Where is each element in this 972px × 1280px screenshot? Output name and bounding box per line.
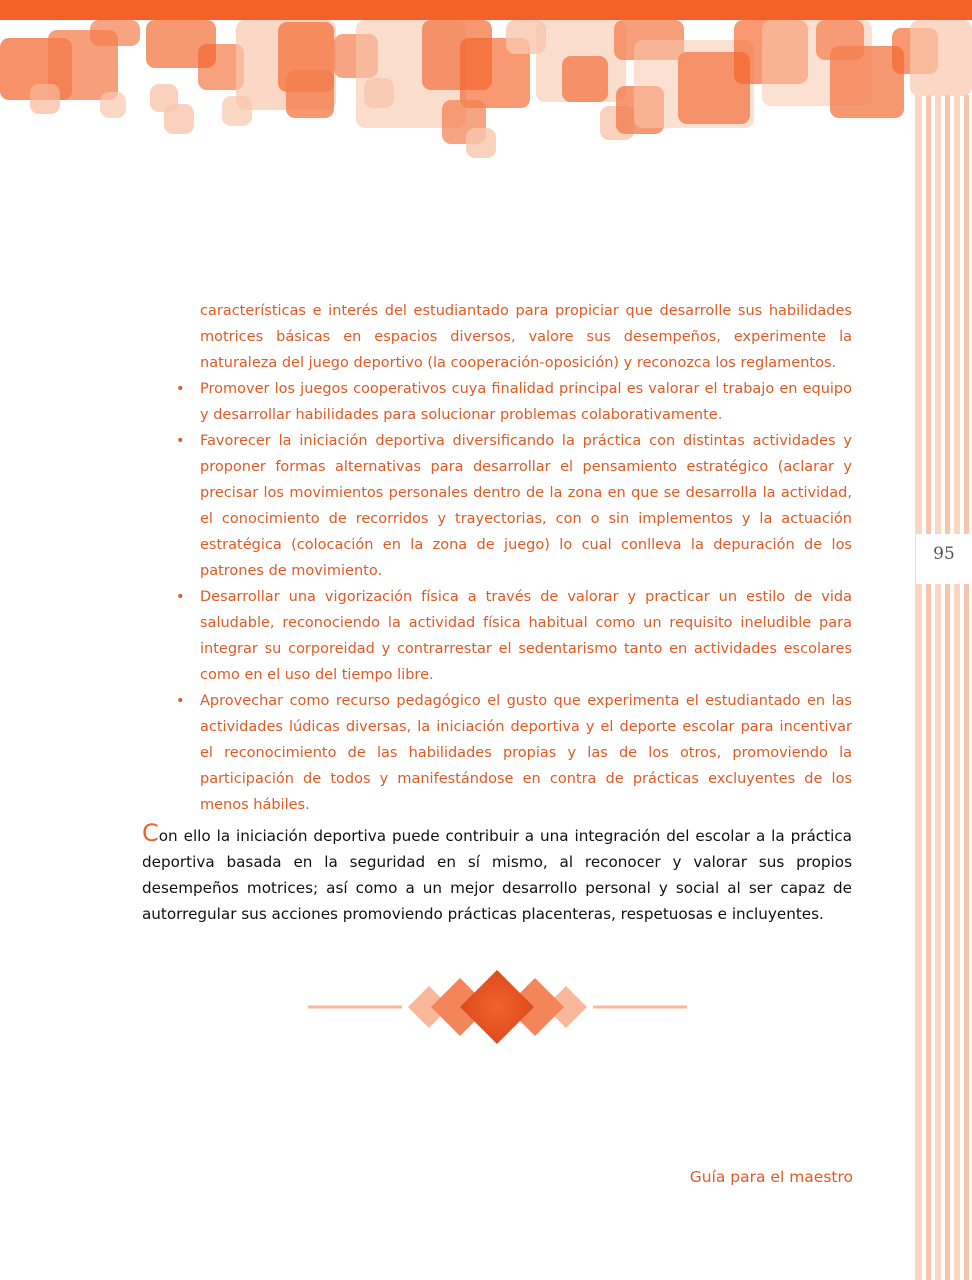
footer-title: Guía para el maestro	[689, 1168, 853, 1186]
drop-cap: C	[142, 819, 159, 847]
list-item-text: Aprovechar como recurso pedagógico el gusto que experimenta el estudiantado en las actividades lúdicas diversas, la iniciación deportiva y el deporte escolar para incentivar el reconocimiento de las habilidades propias y las de los otros, promoviendo la participación de todos y manifestándose en contra de prácticas excluyentes de los menos hábiles.	[200, 693, 852, 813]
list-item	[142, 584, 852, 688]
page-number: 95	[916, 534, 972, 584]
list-item-text: Favorecer la iniciación deportiva diversificando la práctica con distintas actividades y proponer formas alternativas para desarrollar el pensamiento estratégico (aclarar y precisar los movimientos personales dentro de la zona en que se desarrolla la actividad, el conocimiento de recorridos y trayectorias, con o sin implementos y la actuación estratégica (colocación en la zona de juego) lo cual conlleva la depuración de los patrones de movimiento.	[200, 433, 852, 579]
list-item	[142, 376, 852, 428]
list-item-text: Promover los juegos cooperativos cuya finalidad principal es valorar el trabajo en equipo y desarrollar habilidades para solucionar problemas colaborativamente.	[200, 381, 852, 423]
list-item-text: Desarrollar una vigorización física a través de valorar y practicar un estilo de vida saludable, reconociendo la actividad física habitual como un requisito ineludible para integrar su corporeidad y contrarrestar el sedentarismo tanto en actividades escolares como en el uso del tiempo libre.	[200, 589, 852, 683]
closing-paragraph	[142, 819, 852, 927]
header-decoration	[0, 0, 972, 170]
intro-continuation: características e interés del estudiantado para propiciar que desarrolle sus habilidades motrices básicas en espacios diversos, valore sus desempeños, experimente la naturaleza del juego deportivo (la cooperación-oposición) y reconozca los reglamentos.	[200, 303, 852, 371]
bullet-icon: •	[176, 589, 185, 605]
bullet-icon: •	[176, 693, 185, 709]
body-content	[142, 298, 852, 818]
bullet-icon: •	[176, 433, 185, 449]
closing-text: on ello la iniciación deportiva puede contribuir a una integración del escolar a la práctica deportiva basada en la seguridad en sí mismo, al reconocer y valorar sus propios desempeños motrices; así como a un mejor desarrollo personal y social al ser capaz de autorregular sus acciones promoviendo prácticas placenteras, respetuosas e incluyentes.	[142, 827, 852, 923]
list-item	[142, 688, 852, 818]
objectives-list	[142, 376, 852, 818]
bullet-icon: •	[176, 381, 185, 397]
side-stripes	[915, 95, 972, 1280]
list-item	[142, 428, 852, 584]
diamond-ornament-icon	[300, 962, 695, 1052]
